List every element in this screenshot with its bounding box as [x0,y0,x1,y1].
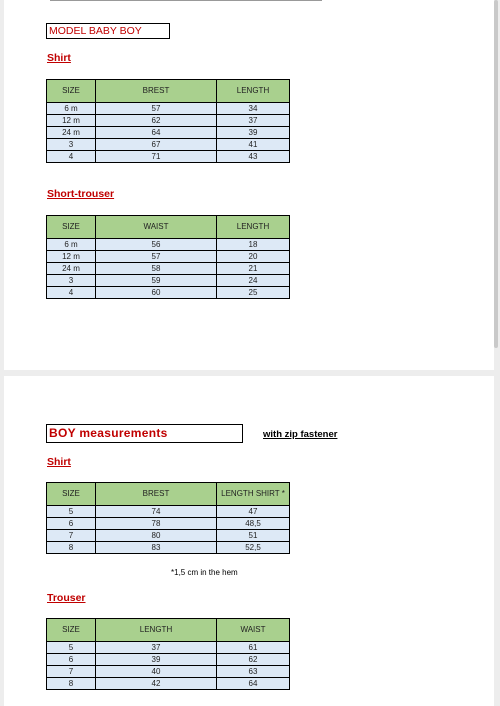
table-header-row [47,80,290,103]
table-cell: 7 [47,530,96,542]
column-header: BREST [96,483,217,506]
column-header: LENGTH [96,619,217,642]
table-row [47,275,290,287]
column-header: SIZE [47,80,96,103]
table-row [47,678,290,690]
boy-trouser-table [46,618,290,690]
table-cell: 18 [217,239,290,251]
table-header-row [47,483,290,506]
table-cell: 80 [96,530,217,542]
boy-shirt-table [46,482,290,554]
table-cell: 7 [47,666,96,678]
column-header: SIZE [47,216,96,239]
table-cell: 6 [47,518,96,530]
table-cell: 60 [96,287,217,299]
table-cell: 74 [96,506,217,518]
table-cell: 43 [217,151,290,163]
table-cell: 34 [217,103,290,115]
table-cell: 6 m [47,239,96,251]
top-divider [50,0,322,1]
table-cell: 39 [96,654,217,666]
table-cell: 3 [47,139,96,151]
column-header: SIZE [47,483,96,506]
table-row [47,103,290,115]
table-cell: 61 [217,642,290,654]
baby-shirt-table [46,79,290,163]
document-page-1 [4,0,494,370]
table-cell: 12 m [47,115,96,127]
table-cell: 62 [96,115,217,127]
table-cell: 67 [96,139,217,151]
baby-short-trouser-label: Short-trouser [47,188,115,200]
table-row [47,542,290,554]
table-row [47,654,290,666]
table-cell: 8 [47,542,96,554]
table-row [47,239,290,251]
table-cell: 48,5 [217,518,290,530]
table-row [47,530,290,542]
table-row [47,666,290,678]
table-cell: 62 [217,654,290,666]
table-cell: 4 [47,287,96,299]
column-header: LENGTH [217,216,290,239]
table-cell: 5 [47,642,96,654]
table-cell: 24 m [47,127,96,139]
table-cell: 5 [47,506,96,518]
table-cell: 58 [96,263,217,275]
hem-footnote: *1,5 cm in the hem [171,568,238,577]
table-cell: 78 [96,518,217,530]
table-row [47,251,290,263]
column-header: WAIST [96,216,217,239]
table-cell: 41 [217,139,290,151]
table-cell: 42 [96,678,217,690]
table-row [47,518,290,530]
table-cell: 6 [47,654,96,666]
table-row [47,115,290,127]
table-cell: 57 [96,103,217,115]
column-header: LENGTH [217,80,290,103]
table-cell: 56 [96,239,217,251]
baby-short-trouser-table [46,215,290,299]
table-cell: 59 [96,275,217,287]
table-cell: 4 [47,151,96,163]
table-cell: 25 [217,287,290,299]
column-header: LENGTH SHIRT * [217,483,290,506]
table-cell: 3 [47,275,96,287]
table-cell: 83 [96,542,217,554]
boy-shirt-label: Shirt [47,456,71,468]
table-cell: 24 [217,275,290,287]
table-cell: 51 [217,530,290,542]
table-cell: 57 [96,251,217,263]
baby-boy-title: MODEL BABY BOY [46,23,170,39]
table-cell: 21 [217,263,290,275]
column-header: WAIST [217,619,290,642]
table-cell: 64 [217,678,290,690]
table-header-row [47,619,290,642]
table-cell: 39 [217,127,290,139]
scrollbar-thumb[interactable] [494,0,498,348]
table-cell: 8 [47,678,96,690]
table-row [47,287,290,299]
baby-shirt-label: Shirt [47,52,71,64]
column-header: BREST [96,80,217,103]
table-cell: 63 [217,666,290,678]
table-row [47,506,290,518]
table-cell: 40 [96,666,217,678]
table-row [47,127,290,139]
table-row [47,642,290,654]
boy-trouser-label: Trouser [47,592,86,604]
table-cell: 64 [96,127,217,139]
table-cell: 37 [217,115,290,127]
boy-measurements-title: BOY measurements [46,424,243,443]
table-row [47,263,290,275]
document-page-2 [4,376,494,706]
table-row [47,151,290,163]
zip-fastener-note: with zip fastener [263,429,338,440]
table-header-row [47,216,290,239]
table-row [47,139,290,151]
table-cell: 37 [96,642,217,654]
table-cell: 52,5 [217,542,290,554]
table-cell: 24 m [47,263,96,275]
table-cell: 6 m [47,103,96,115]
column-header: SIZE [47,619,96,642]
table-cell: 20 [217,251,290,263]
table-cell: 71 [96,151,217,163]
table-cell: 47 [217,506,290,518]
table-cell: 12 m [47,251,96,263]
